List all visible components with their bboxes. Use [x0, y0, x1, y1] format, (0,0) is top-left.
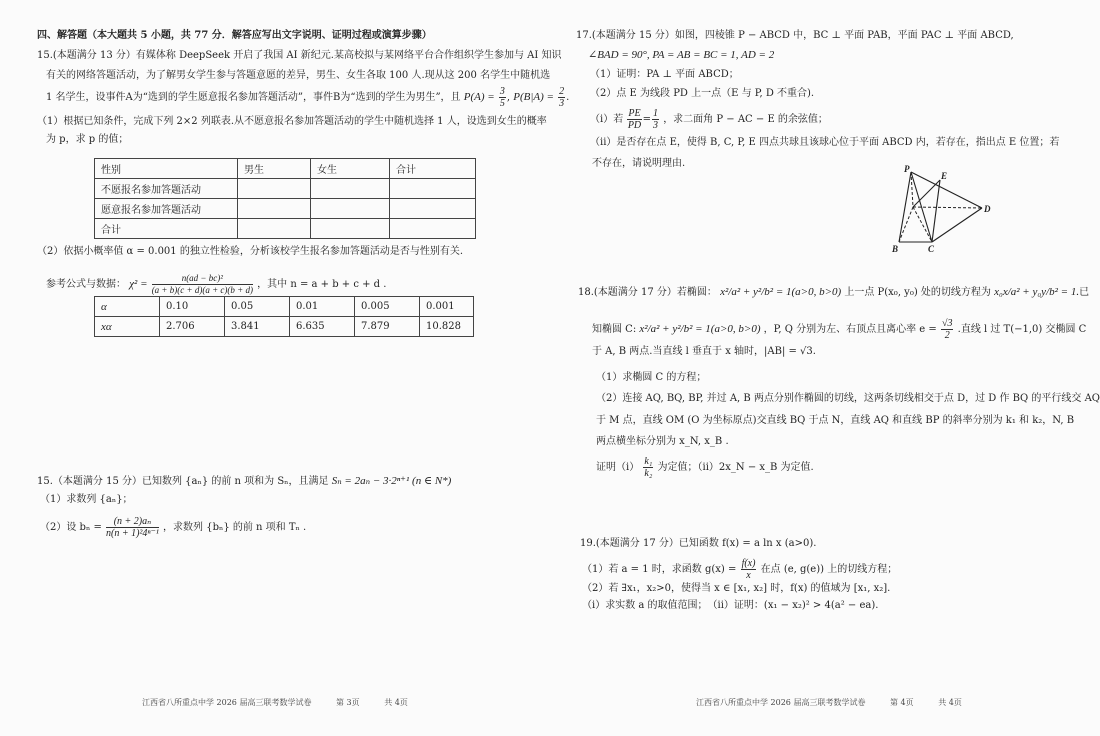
q17-line2: ∠BAD = 90°, PA = AB = BC = 1, AD = 2	[588, 49, 775, 61]
reference-formula: 参考公式与数据： χ² = $\frac{\text{n(ad − bc)²}}{(a + b)(c + d)(a + c)(b + d)}$ ，其中 n = a + b + c + d .	[46, 273, 387, 295]
chi-square-fraction: $\frac{\text{n(ad − bc)²}}{(a + b)(c + d)(a + c)(b + d)}$	[151, 273, 253, 295]
contingency-table	[94, 158, 476, 239]
table-row-x: xα 2.706 3.841 6.635 7.879 10.828	[95, 317, 474, 337]
label-d: D	[984, 204, 991, 214]
q18-part2-line3: 两点横坐标分别为 x_N, x_B .	[596, 436, 729, 447]
fraction: $\frac{√3}{2}$	[941, 318, 953, 341]
section-title: 四、解答题（本大题共 5 小题，共 77 分．解答应写出文字说明、证明过程或演算步骤）	[37, 30, 432, 41]
q19-part2: （2）若 ∃x₁，x₂>0，使得当 x ∈ [x₁, x₂] 时，f(x) 的值域为 [x₁, x₂].	[582, 583, 891, 594]
fraction: $\frac{\text{k₁}}{\text{k₂}}$	[644, 456, 653, 479]
q15a-line1: 15.(本题满分 13 分）有媒体称 DeepSeek 开启了我国 AI 新纪元.某高校拟与某网络平台合作组织学生参加与 AI 知识	[37, 50, 562, 61]
table-header-row: 性别 男生 女生 合计	[95, 159, 476, 179]
fraction: $\frac{3}{5}$	[499, 86, 505, 109]
fraction: $\frac{f(x)}{x}$	[741, 558, 756, 581]
q18-part2-line2: 于 M 点，直线 OM (O 为坐标原点)交直线 BQ 于点 N，直线 AQ 和直线 BP 的斜率分别为 k₁ 和 k₂，N, B	[596, 415, 1075, 426]
q19-line1: 19.(本题满分 17 分）已知函数 f(x) = a ln x (a>0).	[580, 538, 817, 549]
table-row: 愿意报名参加答题活动	[95, 199, 476, 219]
page-footer: 江西省八所重点中学 2026 届高三联考数学试卷 第 3页 共 4页	[142, 698, 408, 707]
q17-part2ii-line2: 不存在，请说明理由.	[592, 158, 686, 169]
q15a-part1-line2: 为 p，求 p 的值；	[46, 134, 129, 145]
q15b-line1: 15.（本题满分 15 分）已知数列 {aₙ} 的前 n 项和为 Sₙ，且满足 Sₙ = 2aₙ − 3·2ⁿ⁺¹ (n ∈ N*)	[37, 475, 452, 487]
q15b-part1: （1）求数列 {aₙ}；	[40, 494, 133, 505]
fraction: $\frac{PE}{PD}$	[627, 108, 642, 131]
q17-part2: （2）点 E 为线段 PD 上一点（E 与 P, D 不重合).	[590, 88, 815, 99]
q17-line1: 17.(本题满分 15 分）如图，四棱锥 P − ABCD 中，BC ⊥ 平面 PAB，平面 PAC ⊥ 平面 ABCD,	[576, 30, 1014, 41]
exam-page-4	[540, 0, 1100, 736]
q15a-line2: 有关的网络答题活动，为了解男女学生参与答题意愿的差异，男生、女生各取 100 人.现从这 200 名学生中随机选	[46, 70, 551, 81]
q15b-part2: （2）设 bₙ = $\frac{\text{(n + 2)aₙ}}{\text{n(n + 1)²4ⁿ⁻¹}}$ ，求数列 {bₙ} 的前 n 项和 Tₙ .	[40, 516, 307, 539]
table-row: 不愿报名参加答题活动	[95, 179, 476, 199]
page-footer: 江西省八所重点中学 2026 届高三联考数学试卷 第 4页 共 4页	[696, 698, 962, 707]
q18-proof: 证明（i） $\frac{\text{k₁}}{\text{k₂}}$ 为定值；（ii）2x_N − x_B 为定值.	[596, 456, 814, 479]
table-row: 合计	[95, 219, 476, 239]
critical-value-table	[94, 296, 474, 337]
label-c: C	[928, 244, 935, 254]
label-e: E	[941, 171, 948, 181]
fraction: $\frac{1}{3}$	[653, 108, 658, 131]
pyramid-figure	[888, 162, 998, 257]
fraction: $\frac{\text{(n + 2)aₙ}}{\text{n(n + 1)²4ⁿ⁻¹}}$	[106, 516, 159, 539]
table-row-alpha: α 0.10 0.05 0.01 0.005 0.001	[95, 297, 474, 317]
q17-part2i: （i）若 $\frac{PE}{PD}$ = $\frac{1}{3}$ ，求二面角 P − AC − E 的余弦值；	[590, 108, 828, 131]
label-p: P	[904, 164, 910, 174]
q18-line3: 于 A, B 两点.当直线 l 垂直于 x 轴时，|AB| = √3.	[592, 346, 816, 357]
q18-line1: 18.(本题满分 17 分）若椭圆： x²/a² + y²/b² = 1(a>0, b>0) 上一点 P(x₀, y₀) 处的切线方程为 x₀x/a² + y₀y/b² = 1.已	[578, 286, 1090, 298]
q18-line2: 知椭圆 C: x²/a² + y²/b² = 1(a>0, b>0) ，P, Q 分别为左、右顶点且离心率 e = $\frac{√3}{2}$ .直线 l 过 T(−1,0) 交椭圆 C	[592, 318, 1087, 341]
q17-part1: （1）证明：PA ⊥ 平面 ABCD；	[590, 69, 739, 80]
q15a-part2: （2）依据小概率值 α = 0.001 的独立性检验，分析该校学生报名参加答题活动是否与性别有关.	[37, 246, 464, 257]
q18-part2-line1: （2）连接 AQ, BQ, BP, 并过 A, B 两点分别作椭圆的切线，这两条切线相交于点 D，过 D 作 BQ 的平行线交 AQ	[596, 393, 1100, 404]
q19-part2-sub: （i）求实数 a 的取值范围； （ii）证明：(x₁ − x₂)² > 4(a² − ea).	[582, 600, 879, 611]
fraction: $\frac{2}{3}$	[559, 86, 565, 109]
q17-part2ii-line1: （ii）是否存在点 E，使得 B, C, P, E 四点共球且该球心位于平面 ABCD 内，若存在，指出点 E 位置；若	[590, 137, 1060, 148]
label-b: B	[892, 244, 899, 254]
q15a-part1-line1: （1）根据已知条件，完成下列 2×2 列联表.从不愿意报名参加答题活动的学生中随机选择 1 人，设选到女生的概率	[37, 116, 547, 127]
q15a-line3: 1 名学生，设事件A为“选到的学生愿意报名参加答题活动”，事件B为“选到的学生为男生”，且 P(A) = $\frac{3}{5}$ , P(B|A) = $\frac{2}{3}$ .	[46, 86, 570, 109]
q18-part1: （1）求椭圆 C 的方程；	[596, 372, 707, 383]
q19-part1: （1）若 a = 1 时，求函数 g(x) = $\frac{f(x)}{x}$ 在点 (e, g(e)) 上的切线方程；	[582, 558, 898, 581]
